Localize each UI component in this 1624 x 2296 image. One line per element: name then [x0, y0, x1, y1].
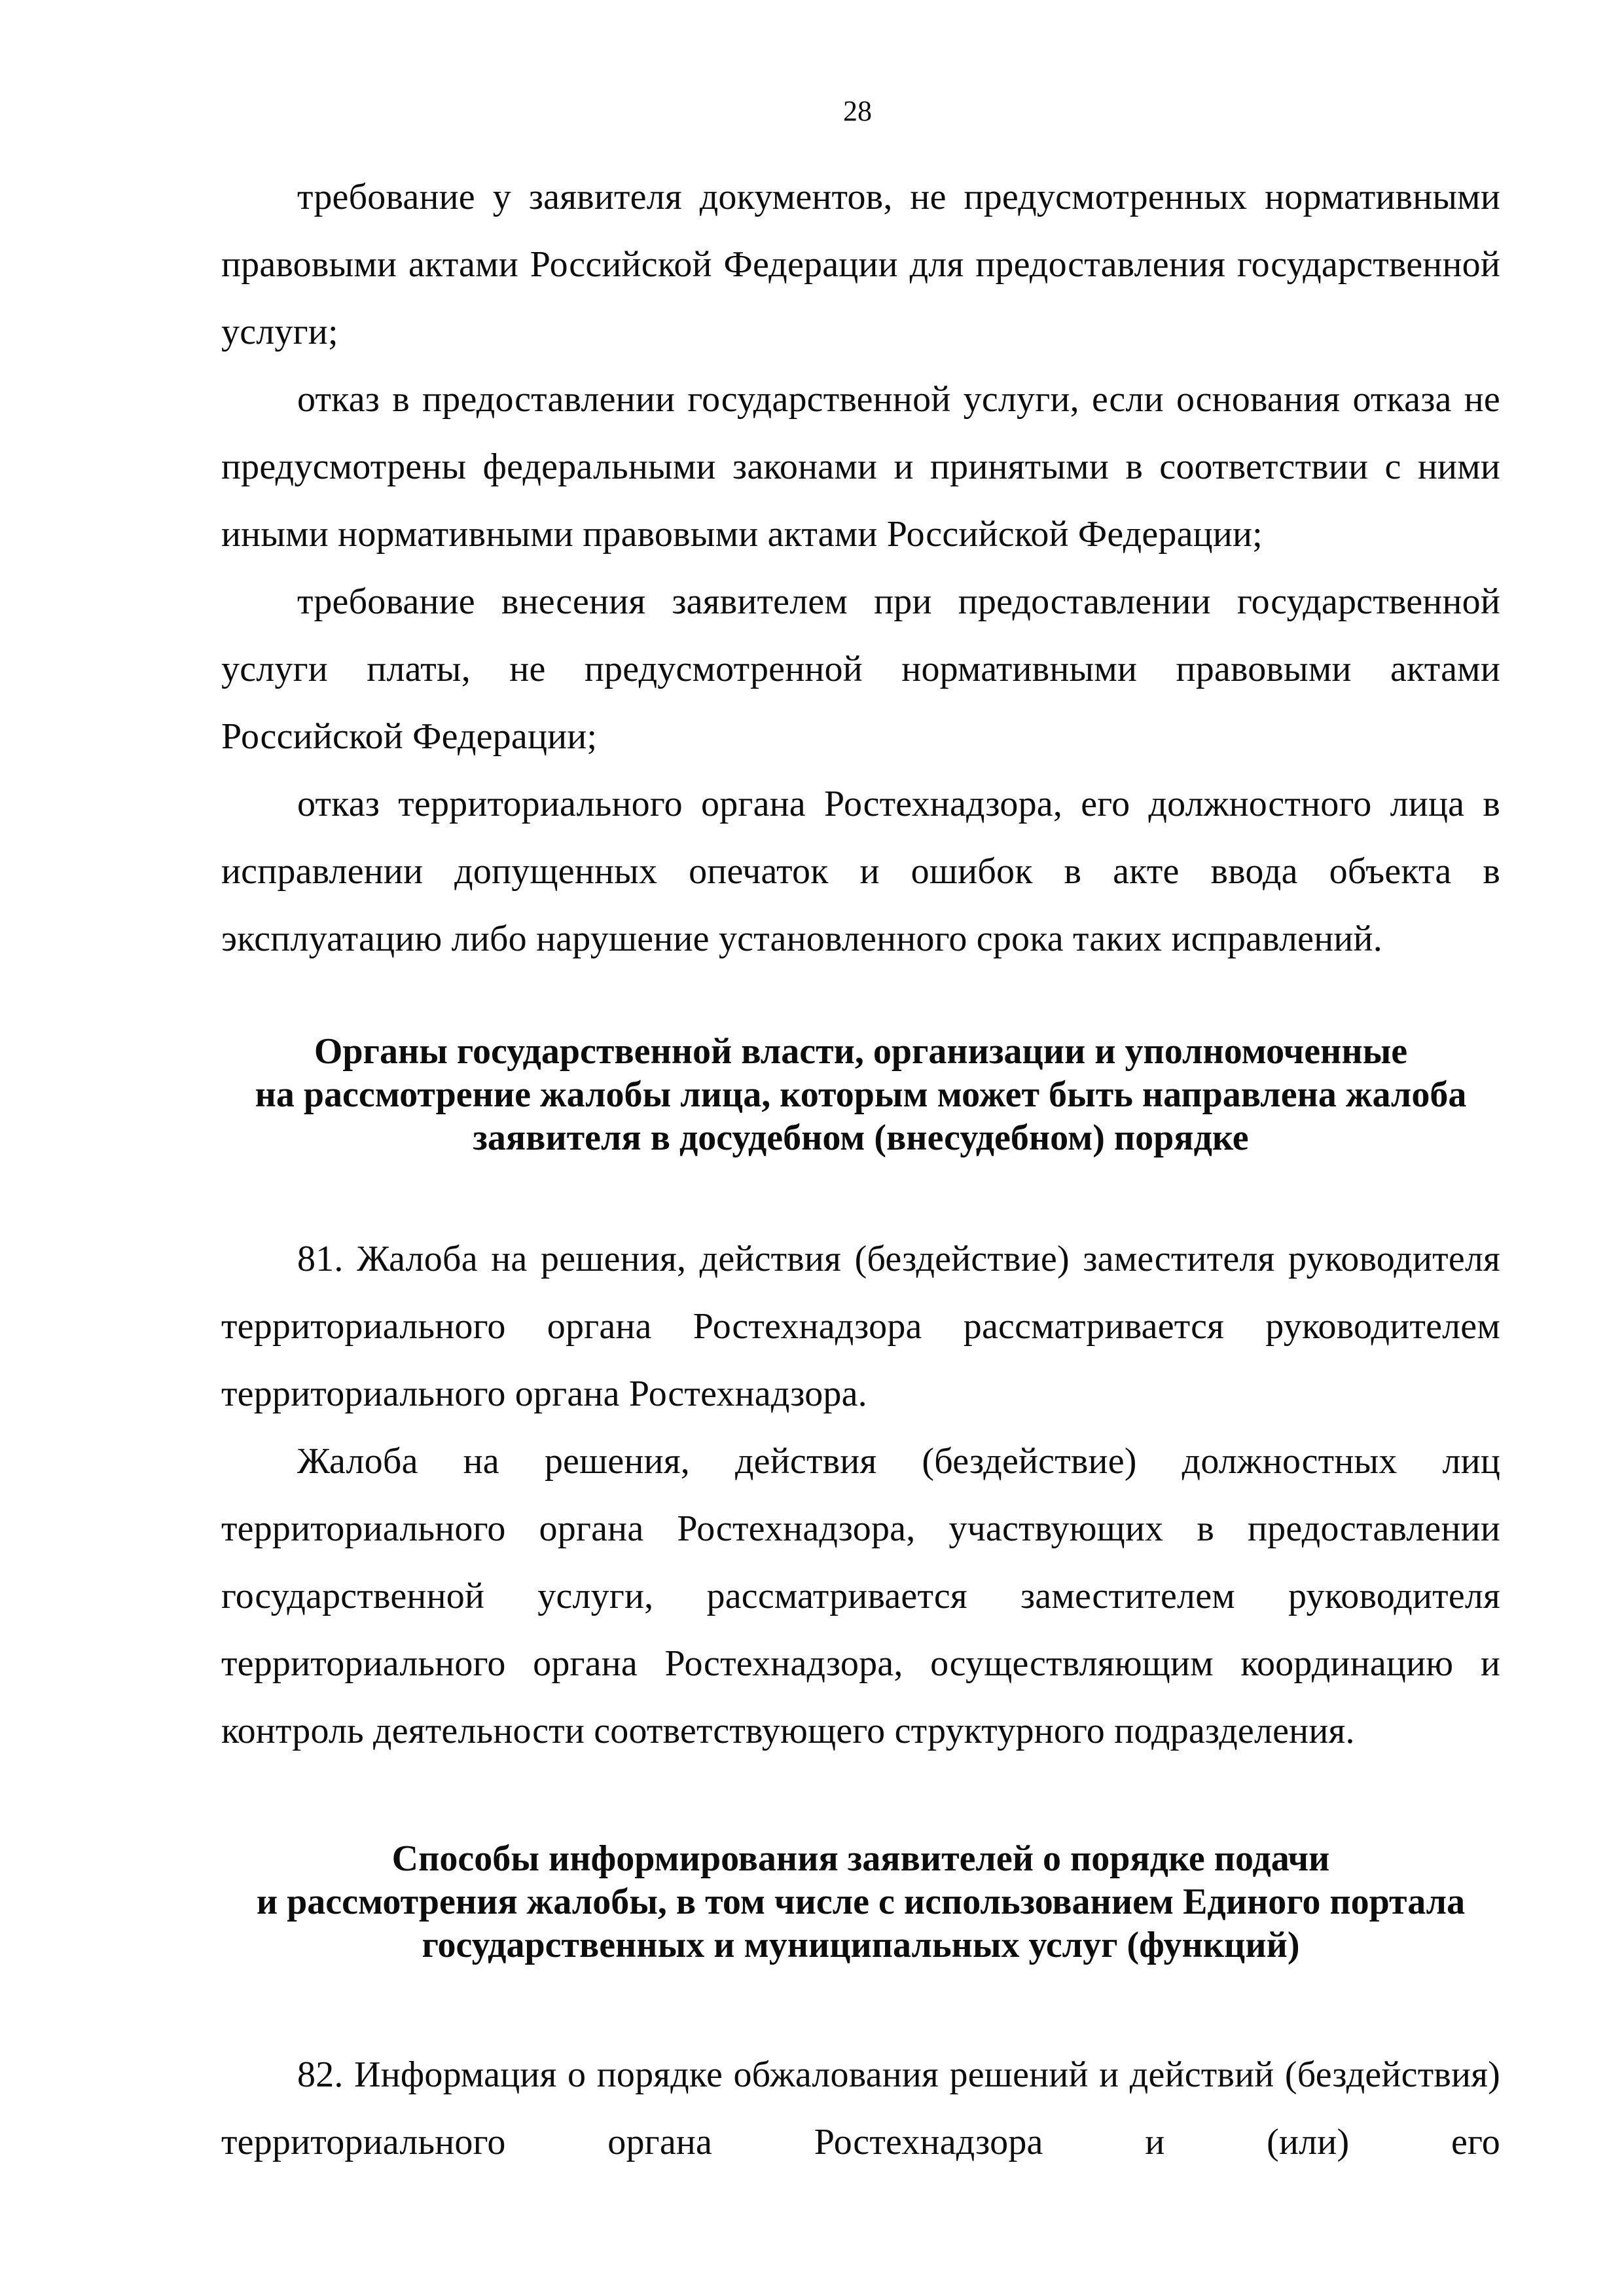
section-heading-informing-methods: [221, 1837, 1500, 1967]
heading-line: Органы государственной власти, организации и уполномоченные: [314, 1031, 1408, 1072]
paragraph-correction-refusal: отказ территориального органа Ростехнадзора, его должностного лица в исправлении допущенных опечаток и ошибок в акте ввода объекта в эксплуатацию либо нарушение установленного срока таких исправлений.: [221, 784, 1500, 959]
heading-line: на рассмотрение жалобы лица, которым может быть направлена жалоба: [255, 1074, 1467, 1115]
paragraph-fee-requirement: требование внесения заявителем при предоставлении государственной услуги платы, не предусмотренной нормативными правовыми актами Российской Федерации;: [221, 581, 1500, 757]
section-heading-authorities: [221, 1030, 1500, 1159]
paragraph-refusal-of-service: отказ в предоставлении государственной услуги, если основания отказа не предусмотрены федеральными законами и принятыми в соответствии с ними иными нормативными правовыми актами Российской Федерации;: [221, 379, 1500, 555]
paragraph-82: 82. Информация о порядке обжалования решений и действий (бездействия) территориального органа Ростехнадзора и (или) его: [221, 2054, 1500, 2162]
intro-text-block: [221, 164, 1500, 973]
paragraph-81-complaint-officials: Жалоба на решения, действия (бездействие) должностных лиц территориального органа Ростехнадзора, участвующих в предоставлении государственной услуги, рассматривается заместителем руководителя территориального органа Ростехнадзора, осуществляющим координацию и контроль деятельности соответствующего структурного подразделения.: [221, 1441, 1500, 1751]
heading-line: Способы информирования заявителей о порядке подачи: [391, 1838, 1330, 1879]
heading-line: и рассмотрения жалобы, в том числе с использованием Единого портала: [256, 1882, 1466, 1922]
paragraph-documents-requirement: требование у заявителя документов, не предусмотренных нормативными правовыми актами Российской Федерации для предоставления государственной услуги;: [221, 177, 1500, 352]
section-81-text-block: [221, 1226, 1500, 1765]
heading-line: заявителя в досудебном (внесудебном) порядке: [473, 1118, 1249, 1158]
heading-line: государственных и муниципальных услуг (функций): [422, 1925, 1300, 1965]
paragraph-81: 81. Жалоба на решения, действия (бездействие) заместителя руководителя территориального органа Ростехнадзора рассматривается руководителем территориального органа Ростехнадзора.: [221, 1239, 1500, 1414]
section-82-text-block: [221, 2041, 1500, 2176]
page-number: 28: [843, 95, 872, 127]
